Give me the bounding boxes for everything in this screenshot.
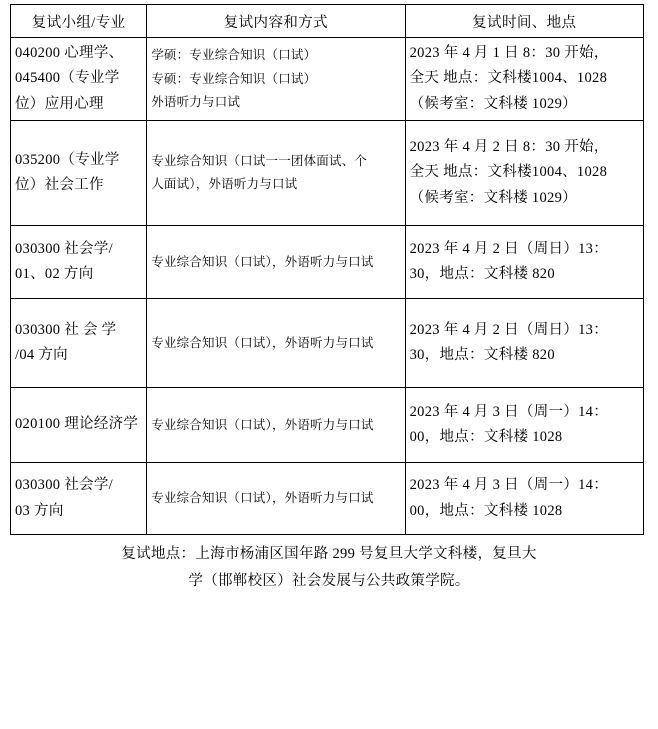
footer-note [14, 541, 644, 595]
text-line: 专硕：专业综合知识（口试） [151, 71, 317, 86]
text-line: 030300 社会学/ [15, 240, 113, 257]
text-line: 学硕：专业综合知识（口试） [151, 48, 317, 63]
text-line: （候考室：文科楼 1029） [409, 95, 577, 112]
column-header-group: 复试小组/专业 [11, 5, 147, 38]
table-row [11, 388, 644, 463]
table-header-row [11, 5, 644, 38]
interview-schedule-table [10, 4, 644, 535]
cell-group [11, 463, 147, 535]
cell-time-place [405, 38, 643, 121]
cell-time-place [405, 463, 643, 535]
cell-time-place [405, 121, 643, 226]
cell-group [11, 226, 147, 299]
text-line: 全天 地点：文科楼1004、1028 [409, 70, 608, 87]
text-line: 2023 年 4 月 1 日 8：30 开始， [409, 45, 609, 61]
text-line: 020100 理论经济学 [15, 416, 139, 433]
text-line: 2023 年 4 月 2 日（周日）13： [409, 240, 609, 257]
table-row [11, 121, 644, 226]
cell-content [147, 463, 405, 535]
text-line: 00，地点：文科楼 1028 [409, 429, 563, 446]
column-header-time-place: 复试时间、地点 [405, 5, 643, 38]
text-line: 2023 年 4 月 3 日（周一）14： [409, 403, 609, 420]
cell-time-place [405, 226, 643, 299]
text-line: 045400（专业学 [15, 70, 120, 87]
text-line: 035200（专业学 [15, 151, 120, 168]
column-header-content: 复试内容和方式 [147, 5, 405, 38]
text-line: 专业综合知识（口试），外语听力与口试 [151, 254, 374, 269]
text-line: 30，地点：文科楼 820 [409, 347, 555, 364]
text-line: （候考室：文科楼 1029） [409, 189, 577, 206]
text-line: 位）应用心理 [15, 95, 104, 112]
text-line: 全天 地点：文科楼1004、1028 [409, 164, 608, 181]
text-line: 01、02 方向 [15, 266, 94, 283]
table-body [11, 38, 644, 535]
table-header [11, 5, 644, 38]
text-line: 2023 年 4 月 2 日（周日）13： [409, 321, 609, 338]
cell-time-place [405, 299, 643, 388]
footer-line: 复试地点：上海市杨浦区国年路 299 号复旦大学文科楼，复旦大 [121, 546, 537, 563]
footer-line: 学（邯郸校区）社会发展与公共政策学院。 [188, 572, 470, 589]
cell-group [11, 38, 147, 121]
text-line: 03 方向 [15, 502, 64, 519]
text-line: 030300 社会学/ [15, 477, 113, 494]
cell-content [147, 299, 405, 388]
text-line: 人面试），外语听力与口试 [151, 177, 298, 192]
table-row [11, 226, 644, 299]
text-line: 专业综合知识（口试），外语听力与口试 [151, 335, 374, 350]
text-line: 2023 年 4 月 2 日 8：30 开始， [409, 139, 609, 156]
cell-content [147, 226, 405, 299]
cell-group [11, 121, 147, 226]
text-line: 专业综合知识（口试），外语听力与口试 [151, 417, 374, 432]
text-line: 30，地点：文科楼 820 [409, 266, 555, 283]
cell-group [11, 388, 147, 463]
text-line: /04 方向 [15, 347, 68, 364]
text-line: 外语听力与口试 [151, 94, 241, 109]
cell-content [147, 38, 405, 121]
text-line: 专业综合知识（口试一一团体面试、个 [151, 154, 368, 168]
cell-content [147, 388, 405, 463]
text-line: 030300 社 会 学 [15, 321, 117, 338]
table-row [11, 463, 644, 535]
table-row [11, 38, 644, 121]
table-row [11, 299, 644, 388]
text-line: 专业综合知识（口试），外语听力与口试 [151, 491, 374, 506]
text-line: 00，地点：文科楼 1028 [409, 502, 563, 519]
document-page [0, 4, 658, 729]
cell-group [11, 299, 147, 388]
cell-content [147, 121, 405, 226]
text-line: 2023 年 4 月 3 日（周一）14： [409, 477, 609, 494]
text-line: 040200 心理学、 [15, 45, 124, 61]
cell-time-place [405, 388, 643, 463]
text-line: 位）社会工作 [15, 177, 104, 194]
